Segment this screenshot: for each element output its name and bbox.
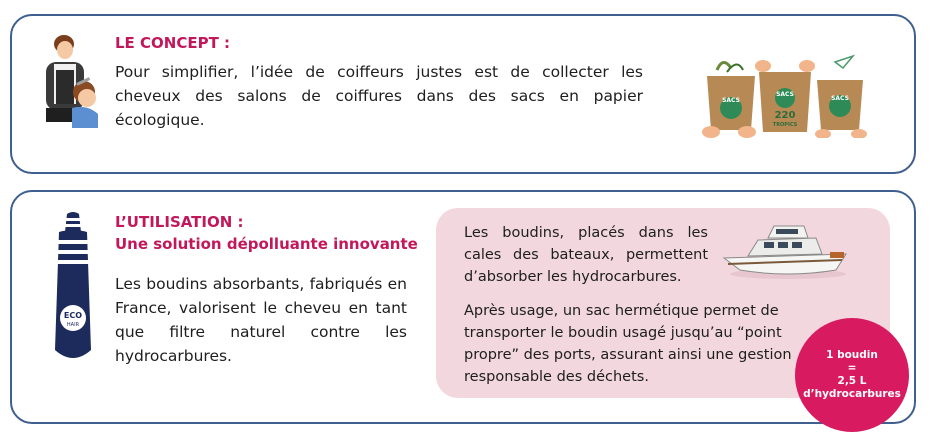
usage-title: L’UTILISATION : — [115, 213, 244, 231]
bag-2-label-bot: TROPICS — [772, 122, 798, 128]
capacity-badge — [795, 318, 909, 432]
boat-icon — [718, 218, 856, 282]
badge-line-2: = — [847, 362, 857, 374]
hairdresser-icon — [32, 30, 102, 130]
badge-line-3: 2,5 L — [837, 375, 867, 387]
panel-text-disposal: Après usage, un sac hermétique permet de transporter le boudin usagé jusqu’au “point propre” des ports, assurant ainsi une gestion responsable des déchets. — [464, 303, 792, 385]
boudin-logo-line1: ECO — [63, 311, 83, 320]
concept-text: Pour simplifier, l’idée de coiffeurs justes est de collecter les cheveux des salons de coiffures dans des sacs en papier écologique. — [115, 63, 643, 129]
paper-bags-icon — [693, 50, 869, 138]
panel-text-boats: Les boudins, placés dans les cales des bateaux, permettent d’absorber les hydrocarbures. — [464, 225, 708, 285]
concept-title: LE CONCEPT : — [115, 34, 231, 52]
concept-card — [10, 14, 916, 174]
usage-text: Les boudins absorbants, fabriqués en France, valorisent le cheveu en tant que filtre naturel contre les hydrocarbures. — [115, 275, 407, 365]
boudin-logo-line2: HAIR — [66, 322, 80, 328]
bag-2-label-top: SACS — [776, 91, 794, 98]
bag-3-label: SACS — [831, 95, 849, 102]
badge-line-4: d’hydrocarbures — [803, 388, 901, 400]
absorbent-boudin-icon — [45, 210, 101, 368]
badge-line-1: 1 boudin — [826, 349, 878, 361]
usage-card — [10, 190, 916, 424]
bag-1-label: SACS — [722, 97, 740, 104]
usage-subtitle: Une solution dépolluante innovante — [115, 235, 418, 253]
bag-2-label-mid: 220 — [774, 110, 796, 121]
